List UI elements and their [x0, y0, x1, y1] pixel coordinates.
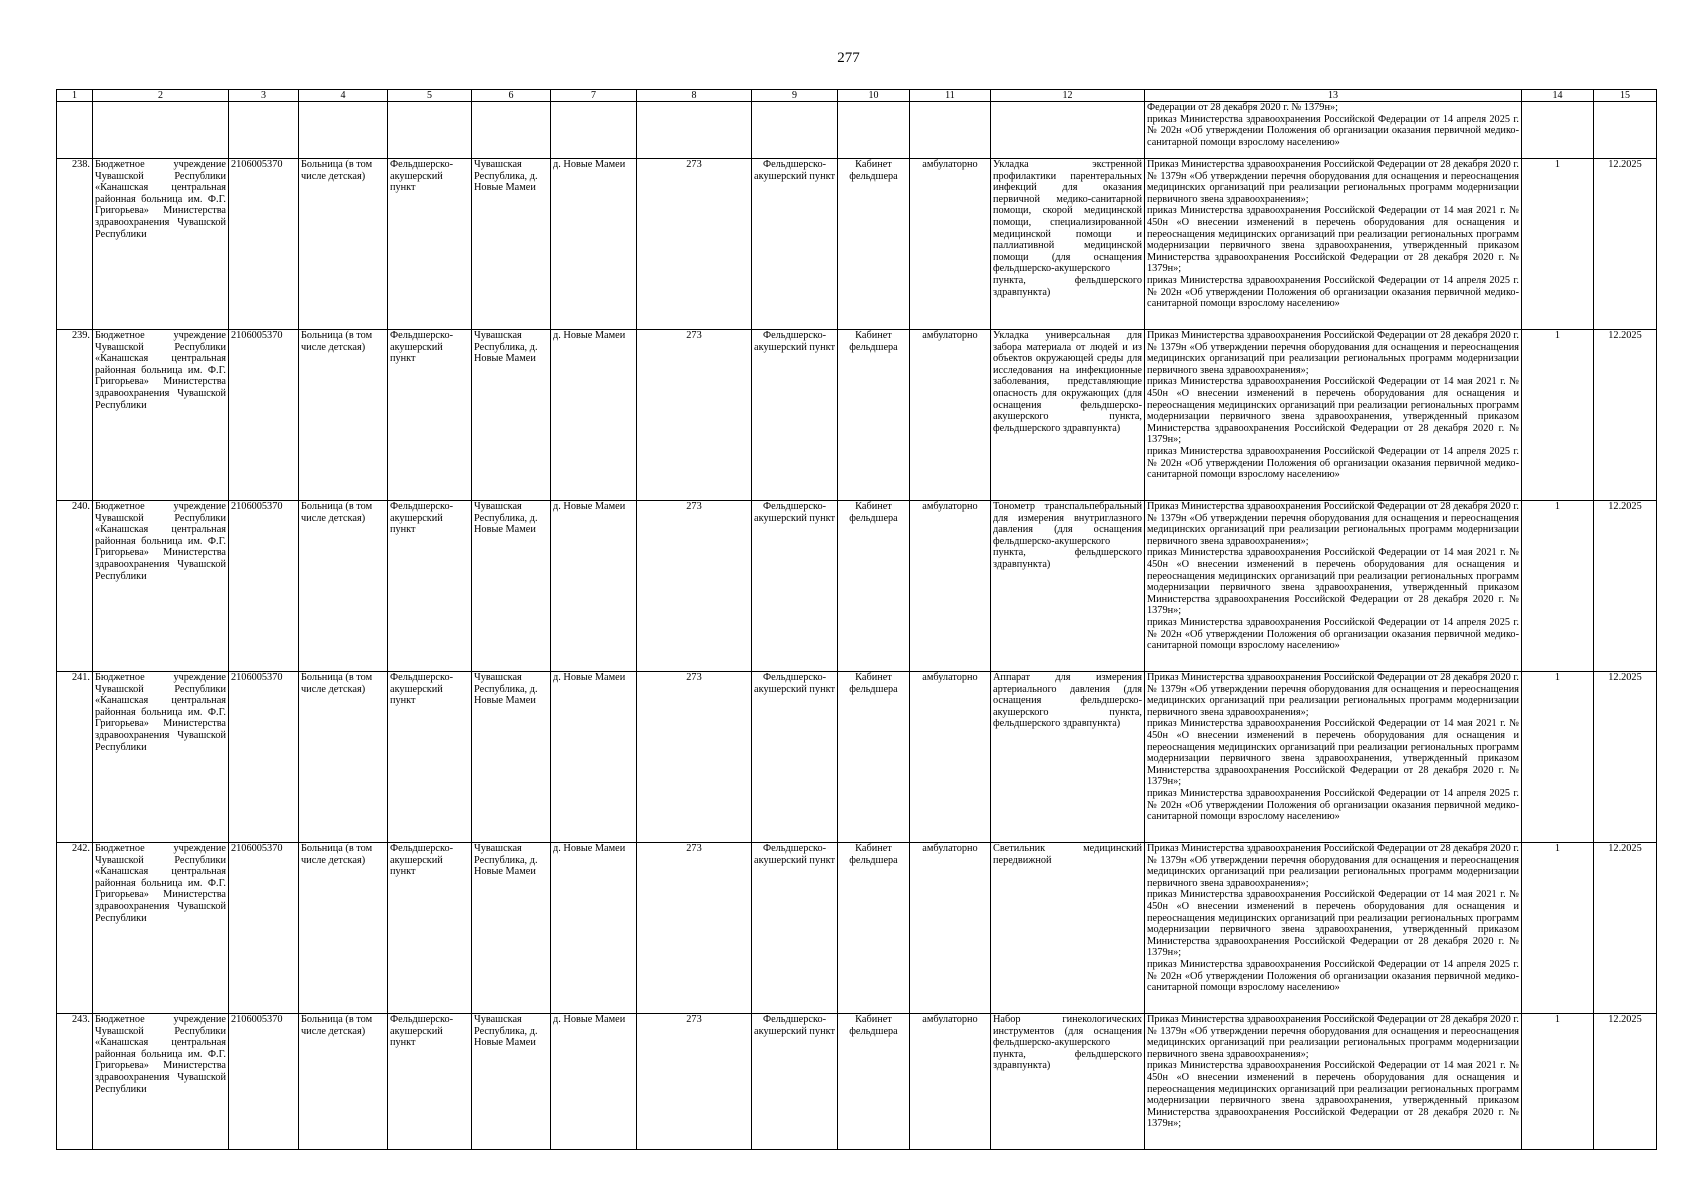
- legal-basis-cell: [1145, 672, 1522, 843]
- legal-basis-paragraph: приказ Министерства здравоохранения Российской Федерации от 14 апреля 2025 г. № 202н «Об утверждении Положения об организации оказания первичной медико-санитарной помощи взрослому населению»: [1147, 787, 1519, 823]
- column-number: 3: [229, 90, 299, 102]
- address-region: Чувашская Республика, д. Новые Мамеи: [472, 501, 551, 672]
- inn-code: 2106005370: [229, 159, 299, 330]
- code-value: 273: [637, 330, 752, 501]
- column-number: 12: [991, 90, 1145, 102]
- legal-basis-paragraph: приказ Министерства здравоохранения Российской Федерации от 14 мая 2021 г. № 450н «О внесении изменений в перечень оборудования для оснащения и переоснащения медицинских организаций при реализации региональных программ модернизации первичного звена здравоохранения, утвержденный приказом Министерства здравоохранения Российской Федерации от 28 декабря 2020 г. № 1379н»;: [1147, 376, 1519, 446]
- due-date: 12.2025: [1594, 501, 1657, 672]
- equipment-name: Светильник медицинский передвижной: [991, 843, 1145, 1014]
- legal-basis-paragraph: Приказ Министерства здравоохранения Российской Федерации от 28 декабря 2020 г. № 1379н «Об утверждении перечня оборудования для оснащения и переоснащения медицинских организаций при реализации региональных программ модернизации первичного звена здравоохранения»;: [1147, 501, 1519, 547]
- legal-basis-cell: [1145, 102, 1522, 159]
- equipment-name: Набор гинекологических инструментов (для оснащения фельдшерско-акушерского пункта, фельдшерского здравпункта): [991, 1014, 1145, 1150]
- legal-basis-cell: [1145, 159, 1522, 330]
- organization-name: Бюджетное учреждение Чувашской Республики «Канашская центральная районная больница им. Ф.Г. Григорьева» Министерства здравоохранения Чувашской Республики: [93, 330, 229, 501]
- quantity-value: 1: [1522, 1014, 1594, 1150]
- code-value: 273: [637, 159, 752, 330]
- quantity-value: 1: [1522, 501, 1594, 672]
- legal-basis-paragraph: приказ Министерства здравоохранения Российской Федерации от 14 мая 2021 г. № 450н «О внесении изменений в перечень оборудования для оснащения и переоснащения медицинских организаций при реализации региональных программ модернизации первичного звена здравоохранения, утвержденный приказом Министерства здравоохранения Российской Федерации от 28 декабря 2020 г. № 1379н»;: [1147, 1060, 1519, 1130]
- due-date: 12.2025: [1594, 1014, 1657, 1150]
- service-mode: амбулаторно: [910, 330, 991, 501]
- legal-basis-paragraph: Приказ Министерства здравоохранения Российской Федерации от 28 декабря 2020 г. № 1379н «Об утверждении перечня оборудования для оснащения и переоснащения медицинских организаций при реализации региональных программ модернизации первичного звена здравоохранения»;: [1147, 159, 1519, 205]
- service-mode: амбулаторно: [910, 501, 991, 672]
- institution-type: Больница (в том числе детская): [299, 159, 388, 330]
- organization-name: Бюджетное учреждение Чувашской Республики «Канашская центральная районная больница им. Ф.Г. Григорьева» Министерства здравоохранения Чувашской Республики: [93, 1014, 229, 1150]
- unit-name: Фельдшерско-акушерский пункт: [388, 501, 472, 672]
- unit-name: Фельдшерско-акушерский пункт: [388, 330, 472, 501]
- legal-basis-cell: [1145, 501, 1522, 672]
- column-number: 9: [752, 90, 838, 102]
- legal-basis-paragraph: Приказ Министерства здравоохранения Российской Федерации от 28 декабря 2020 г. № 1379н «Об утверждении перечня оборудования для оснащения и переоснащения медицинских организаций при реализации региональных программ модернизации первичного звена здравоохранения»;: [1147, 1014, 1519, 1060]
- unit-name: Фельдшерско-акушерский пункт: [388, 159, 472, 330]
- empty-cell: [229, 102, 299, 159]
- institution-type: Больница (в том числе детская): [299, 672, 388, 843]
- service-mode: амбулаторно: [910, 159, 991, 330]
- address-region: Чувашская Республика, д. Новые Мамеи: [472, 159, 551, 330]
- organization-name: Бюджетное учреждение Чувашской Республики «Канашская центральная районная больница им. Ф.Г. Григорьева» Министерства здравоохранения Чувашской Республики: [93, 159, 229, 330]
- locality-name: д. Новые Мамеи: [551, 501, 637, 672]
- institution-type: Больница (в том числе детская): [299, 843, 388, 1014]
- column-number: 6: [472, 90, 551, 102]
- empty-cell: [472, 102, 551, 159]
- room-name: Кабинет фельдшера: [838, 159, 910, 330]
- due-date: 12.2025: [1594, 843, 1657, 1014]
- table-row: [57, 1014, 1657, 1150]
- column-number: 14: [1522, 90, 1594, 102]
- inn-code: 2106005370: [229, 1014, 299, 1150]
- row-number: 243.: [57, 1014, 93, 1150]
- room-name: Кабинет фельдшера: [838, 330, 910, 501]
- quantity-value: 1: [1522, 330, 1594, 501]
- service-mode: амбулаторно: [910, 672, 991, 843]
- unit-name: Фельдшерско-акушерский пункт: [388, 672, 472, 843]
- code-value: 273: [637, 1014, 752, 1150]
- table-row: [57, 672, 1657, 843]
- room-name: Кабинет фельдшера: [838, 843, 910, 1014]
- legal-basis-cell: [1145, 843, 1522, 1014]
- due-date: 12.2025: [1594, 330, 1657, 501]
- column-number: 7: [551, 90, 637, 102]
- service-mode: амбулаторно: [910, 843, 991, 1014]
- service-mode: амбулаторно: [910, 1014, 991, 1150]
- subunit-name: Фельдшерско-акушерский пункт: [752, 501, 838, 672]
- legal-basis-paragraph: приказ Министерства здравоохранения Российской Федерации от 14 мая 2021 г. № 450н «О внесении изменений в перечень оборудования для оснащения и переоснащения медицинских организаций при реализации региональных программ модернизации первичного звена здравоохранения, утвержденный приказом Министерства здравоохранения Российской Федерации от 28 декабря 2020 г. № 1379н»;: [1147, 718, 1519, 788]
- institution-type: Больница (в том числе детская): [299, 330, 388, 501]
- empty-cell: [910, 102, 991, 159]
- subunit-name: Фельдшерско-акушерский пункт: [752, 159, 838, 330]
- legal-basis-paragraph: приказ Министерства здравоохранения Российской Федерации от 14 мая 2021 г. № 450н «О внесении изменений в перечень оборудования для оснащения и переоснащения медицинских организаций при реализации региональных программ модернизации первичного звена здравоохранения, утвержденный приказом Министерства здравоохранения Российской Федерации от 28 декабря 2020 г. № 1379н»;: [1147, 547, 1519, 617]
- legal-basis-paragraph: приказ Министерства здравоохранения Российской Федерации от 14 апреля 2025 г. № 202н «Об утверждении Положения об организации оказания первичной медико-санитарной помощи взрослому населению»: [1147, 113, 1519, 148]
- address-region: Чувашская Республика, д. Новые Мамеи: [472, 843, 551, 1014]
- unit-name: Фельдшерско-акушерский пункт: [388, 1014, 472, 1150]
- continuation-row: [57, 102, 1657, 159]
- quantity-value: 1: [1522, 159, 1594, 330]
- legal-basis-paragraph: Приказ Министерства здравоохранения Российской Федерации от 28 декабря 2020 г. № 1379н «Об утверждении перечня оборудования для оснащения и переоснащения медицинских организаций при реализации региональных программ модернизации первичного звена здравоохранения»;: [1147, 843, 1519, 889]
- row-number: 240.: [57, 501, 93, 672]
- legal-basis-paragraph: приказ Министерства здравоохранения Российской Федерации от 14 апреля 2025 г. № 202н «Об утверждении Положения об организации оказания первичной медико-санитарной помощи взрослому населению»: [1147, 445, 1519, 481]
- row-number: 242.: [57, 843, 93, 1014]
- room-name: Кабинет фельдшера: [838, 672, 910, 843]
- code-value: 273: [637, 672, 752, 843]
- legal-basis-paragraph: приказ Министерства здравоохранения Российской Федерации от 14 апреля 2025 г. № 202н «Об утверждении Положения об организации оказания первичной медико-санитарной помощи взрослому населению»: [1147, 958, 1519, 994]
- subunit-name: Фельдшерско-акушерский пункт: [752, 672, 838, 843]
- quantity-value: 1: [1522, 843, 1594, 1014]
- due-date: 12.2025: [1594, 159, 1657, 330]
- table-row: [57, 330, 1657, 501]
- locality-name: д. Новые Мамеи: [551, 1014, 637, 1150]
- row-number: 241.: [57, 672, 93, 843]
- column-number: 11: [910, 90, 991, 102]
- equipment-name: Аппарат для измерения артериального давления (для оснащения фельдшерско-акушерского пункта, фельдшерского здравпункта): [991, 672, 1145, 843]
- code-value: 273: [637, 843, 752, 1014]
- inn-code: 2106005370: [229, 501, 299, 672]
- column-number: 8: [637, 90, 752, 102]
- institution-type: Больница (в том числе детская): [299, 1014, 388, 1150]
- inn-code: 2106005370: [229, 330, 299, 501]
- subunit-name: Фельдшерско-акушерский пункт: [752, 330, 838, 501]
- empty-cell: [637, 102, 752, 159]
- legal-basis-paragraph: Федерации от 28 декабря 2020 г. № 1379н»;: [1147, 102, 1338, 113]
- locality-name: д. Новые Мамеи: [551, 159, 637, 330]
- row-number: 239.: [57, 330, 93, 501]
- locality-name: д. Новые Мамеи: [551, 672, 637, 843]
- column-number: 15: [1594, 90, 1657, 102]
- table-row: [57, 501, 1657, 672]
- empty-cell: [388, 102, 472, 159]
- code-value: 273: [637, 501, 752, 672]
- empty-cell: [57, 102, 93, 159]
- page-number: 277: [837, 50, 860, 66]
- column-number: 1: [57, 90, 93, 102]
- empty-cell: [299, 102, 388, 159]
- empty-cell: [1522, 102, 1594, 159]
- row-number: 238.: [57, 159, 93, 330]
- organization-name: Бюджетное учреждение Чувашской Республики «Канашская центральная районная больница им. Ф.Г. Григорьева» Министерства здравоохранения Чувашской Республики: [93, 501, 229, 672]
- column-number: 2: [93, 90, 229, 102]
- institution-type: Больница (в том числе детская): [299, 501, 388, 672]
- locality-name: д. Новые Мамеи: [551, 843, 637, 1014]
- address-region: Чувашская Республика, д. Новые Мамеи: [472, 330, 551, 501]
- legal-basis-cell: [1145, 330, 1522, 501]
- legal-basis-paragraph: приказ Министерства здравоохранения Российской Федерации от 14 апреля 2025 г. № 202н «Об утверждении Положения об организации оказания первичной медико-санитарной помощи взрослому населению»: [1147, 616, 1519, 652]
- quantity-value: 1: [1522, 672, 1594, 843]
- column-number: 13: [1145, 90, 1522, 102]
- due-date: 12.2025: [1594, 672, 1657, 843]
- inn-code: 2106005370: [229, 843, 299, 1014]
- subunit-name: Фельдшерско-акушерский пункт: [752, 843, 838, 1014]
- organization-name: Бюджетное учреждение Чувашской Республики «Канашская центральная районная больница им. Ф.Г. Григорьева» Министерства здравоохранения Чувашской Республики: [93, 672, 229, 843]
- address-region: Чувашская Республика, д. Новые Мамеи: [472, 672, 551, 843]
- inn-code: 2106005370: [229, 672, 299, 843]
- empty-cell: [838, 102, 910, 159]
- equipment-name: Тонометр транспальпебральный для измерения внутриглазного давления (для оснащения фельдшерско-акушерского пункта, фельдшерского здравпункта): [991, 501, 1145, 672]
- legal-basis-paragraph: Приказ Министерства здравоохранения Российской Федерации от 28 декабря 2020 г. № 1379н «Об утверждении перечня оборудования для оснащения и переоснащения медицинских организаций при реализации региональных программ модернизации первичного звена здравоохранения»;: [1147, 672, 1519, 718]
- organization-name: Бюджетное учреждение Чувашской Республики «Канашская центральная районная больница им. Ф.Г. Григорьева» Министерства здравоохранения Чувашской Республики: [93, 843, 229, 1014]
- column-number: 4: [299, 90, 388, 102]
- unit-name: Фельдшерско-акушерский пункт: [388, 843, 472, 1014]
- equipment-table: [56, 89, 1657, 1150]
- column-number: 10: [838, 90, 910, 102]
- legal-basis-paragraph: приказ Министерства здравоохранения Российской Федерации от 14 апреля 2025 г. № 202н «Об утверждении Положения об организации оказания первичной медико-санитарной помощи взрослому населению»: [1147, 274, 1519, 310]
- room-name: Кабинет фельдшера: [838, 501, 910, 672]
- table-row: [57, 159, 1657, 330]
- address-region: Чувашская Республика, д. Новые Мамеи: [472, 1014, 551, 1150]
- empty-cell: [551, 102, 637, 159]
- legal-basis-paragraph: приказ Министерства здравоохранения Российской Федерации от 14 мая 2021 г. № 450н «О внесении изменений в перечень оборудования для оснащения и переоснащения медицинских организаций при реализации региональных программ модернизации первичного звена здравоохранения, утвержденный приказом Министерства здравоохранения Российской Федерации от 28 декабря 2020 г. № 1379н»;: [1147, 205, 1519, 275]
- column-number: 5: [388, 90, 472, 102]
- legal-basis-paragraph: Приказ Министерства здравоохранения Российской Федерации от 28 декабря 2020 г. № 1379н «Об утверждении перечня оборудования для оснащения и переоснащения медицинских организаций при реализации региональных программ модернизации первичного звена здравоохранения»;: [1147, 330, 1519, 376]
- room-name: Кабинет фельдшера: [838, 1014, 910, 1150]
- subunit-name: Фельдшерско-акушерский пункт: [752, 1014, 838, 1150]
- column-number-row: [57, 90, 1657, 102]
- empty-cell: [93, 102, 229, 159]
- locality-name: д. Новые Мамеи: [551, 330, 637, 501]
- empty-cell: [991, 102, 1145, 159]
- table-row: [57, 843, 1657, 1014]
- empty-cell: [1594, 102, 1657, 159]
- equipment-name: Укладка экстренной профилактики парентеральных инфекций для оказания первичной медико-санитарной помощи, скорой медицинской помощи, специализированной медицинской помощи и паллиативной медицинской помощи (для оснащения фельдшерско-акушерского пункта, фельдшерского здравпункта): [991, 159, 1145, 330]
- equipment-name: Укладка универсальная для забора материала от людей и из объектов окружающей среды для исследования на инфекционные заболевания, представляющие опасность для окружающих (для оснащения фельдшерско-акушерского пункта, фельдшерского здравпункта): [991, 330, 1145, 501]
- legal-basis-paragraph: приказ Министерства здравоохранения Российской Федерации от 14 мая 2021 г. № 450н «О внесении изменений в перечень оборудования для оснащения и переоснащения медицинских организаций при реализации региональных программ модернизации первичного звена здравоохранения, утвержденный приказом Министерства здравоохранения Российской Федерации от 28 декабря 2020 г. № 1379н»;: [1147, 889, 1519, 959]
- legal-basis-cell: [1145, 1014, 1522, 1150]
- empty-cell: [752, 102, 838, 159]
